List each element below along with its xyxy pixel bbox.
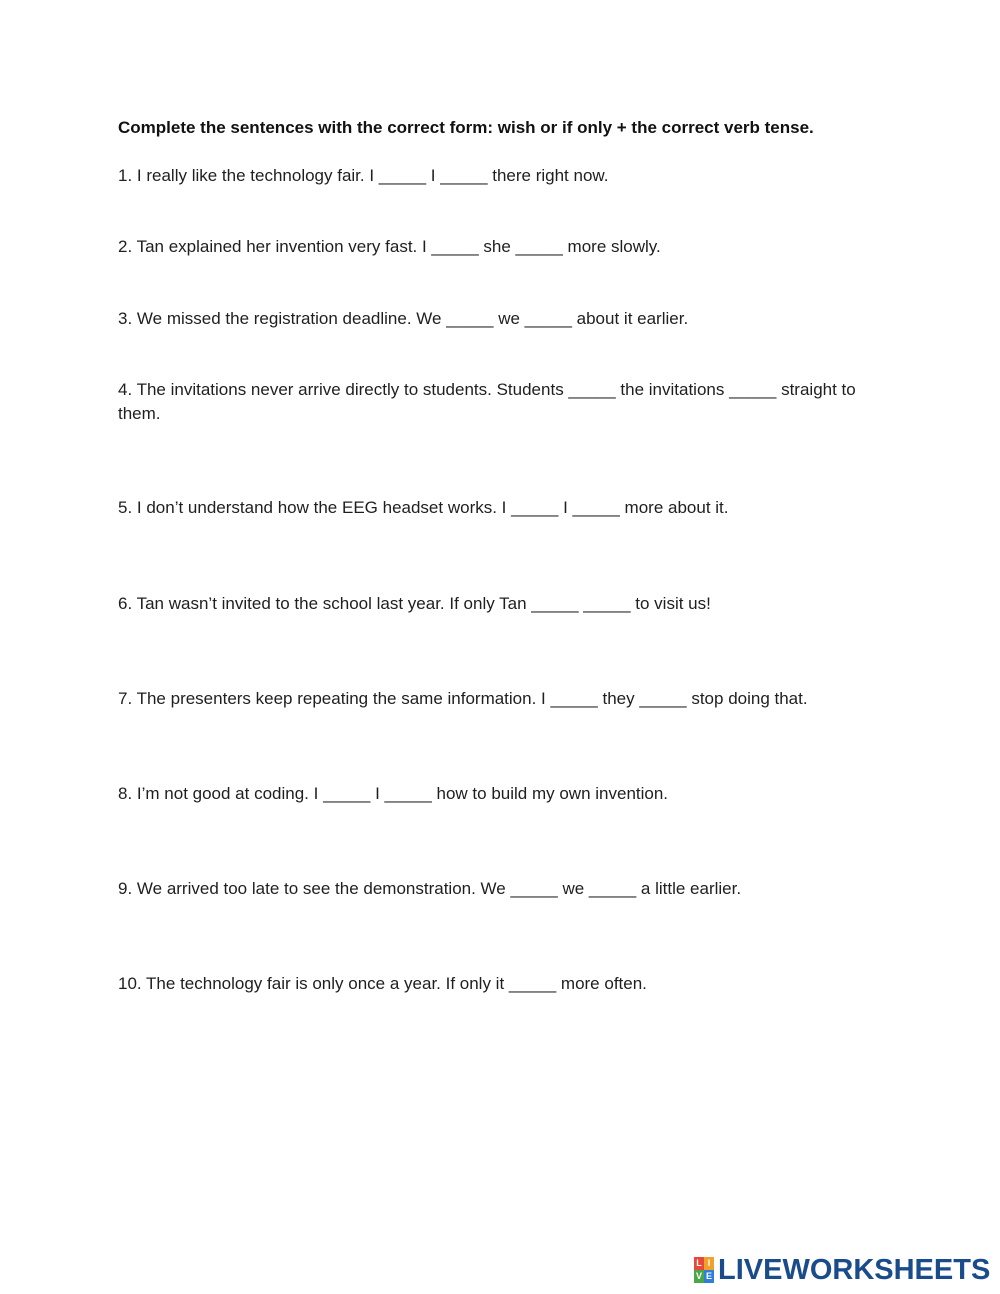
question-item: 8. I’m not good at coding. I _____ I _____ how to build my own invention. [118, 784, 669, 803]
logo-letter: I [704, 1257, 714, 1270]
question-item: 1. I really like the technology fair. I _____ I _____ there right now. [118, 166, 609, 185]
logo-wordmark: LIVEWORKSHEETS [718, 1254, 991, 1286]
question-item: 5. I don’t understand how the EEG headset works. I _____ I _____ more about it. [118, 498, 729, 517]
logo-mark-icon [694, 1257, 714, 1283]
instruction-text: Complete the sentences with the correct form: wish or if only + the correct verb tense. [118, 118, 814, 137]
question-item: 4. The invitations never arrive directly to students. Students _____ the invitations _____ straight to them. [118, 380, 856, 423]
question-item: 7. The presenters keep repeating the same information. I _____ they _____ stop doing that. [118, 689, 808, 708]
question-item: 6. Tan wasn’t invited to the school last year. If only Tan _____ _____ to visit us! [118, 594, 711, 613]
question-item: 10. The technology fair is only once a year. If only it _____ more often. [118, 974, 647, 993]
logo-letter: V [695, 1271, 702, 1281]
logo-letter: L [694, 1257, 704, 1270]
question-item: 2. Tan explained her invention very fast. I _____ she _____ more slowly. [118, 237, 661, 256]
question-item: 9. We arrived too late to see the demonstration. We _____ we _____ a little earlier. [118, 879, 742, 898]
logo-letter: E [705, 1271, 712, 1281]
liveworksheets-logo [694, 1255, 990, 1285]
question-item: 3. We missed the registration deadline. We _____ we _____ about it earlier. [118, 309, 689, 328]
